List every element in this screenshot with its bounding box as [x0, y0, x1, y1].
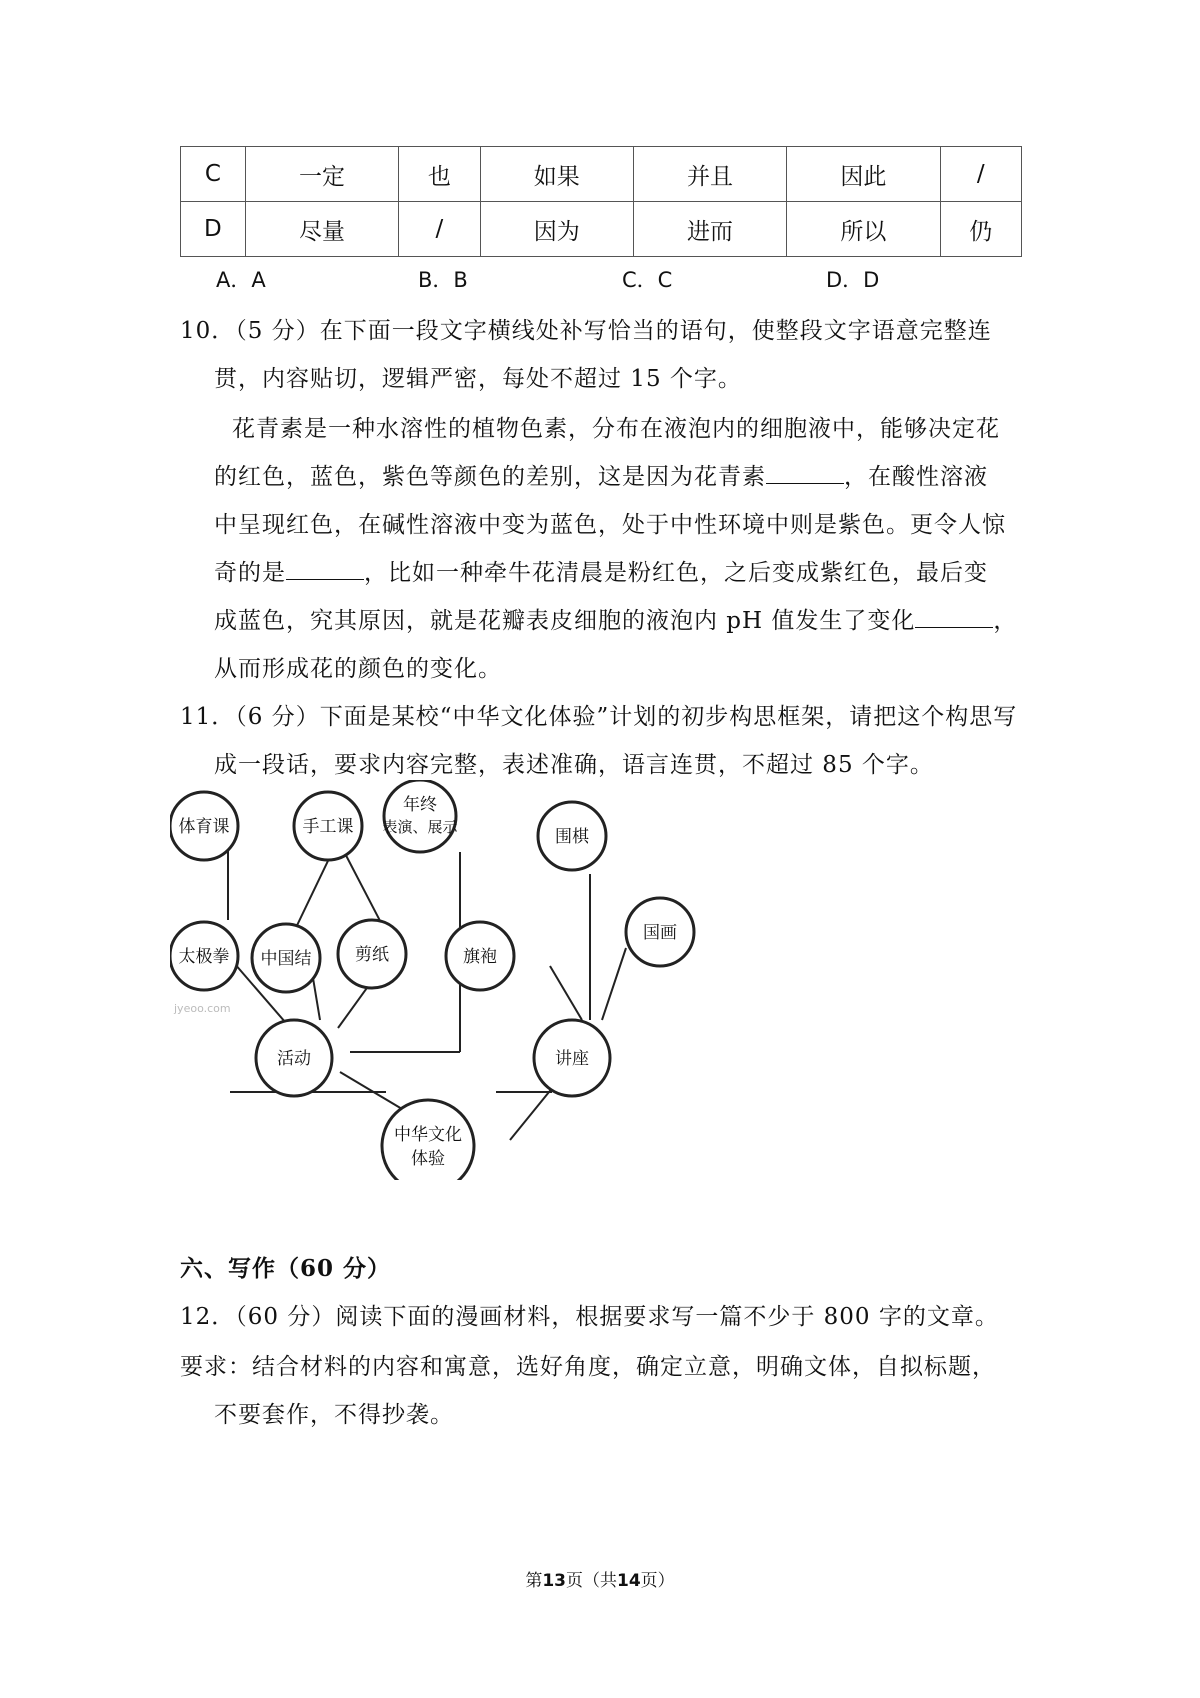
- table-cell: 进而: [633, 202, 786, 257]
- footer-text: 页（共: [566, 1571, 617, 1591]
- table-cell: 因此: [787, 147, 940, 202]
- node-go: 围棋: [555, 827, 589, 847]
- footer-text: 第: [525, 1571, 543, 1591]
- footer-text: 页）: [640, 1571, 675, 1591]
- node-paper: 剪纸: [355, 945, 389, 965]
- choice-c: C．C: [622, 268, 673, 292]
- choice-d: D．D: [826, 268, 880, 292]
- table-row: [181, 202, 1022, 257]
- options-table: [180, 146, 1022, 257]
- choice-a: A．A: [216, 268, 266, 292]
- answer-blank-2[interactable]: [286, 557, 364, 580]
- page-number: 13: [542, 1571, 566, 1591]
- table-cell: 并且: [633, 147, 786, 202]
- table-cell: 尽量: [245, 202, 398, 257]
- passage-text: ，比如一种牵牛花清晨是粉红色，之后变成紫红色，最后变: [364, 560, 988, 586]
- q10-passage-line: 中呈现红色，在碱性溶液中变为蓝色，处于中性环境中则是紫色。更令人惊: [214, 512, 1006, 538]
- node-pe: 体育课: [178, 817, 230, 837]
- q10-passage-line: [214, 554, 988, 587]
- table-cell: 因为: [480, 202, 633, 257]
- passage-text: 的红色，蓝色，紫色等颜色的差别，这是因为花青素: [214, 464, 766, 490]
- q12-requirement-line2: 不要套作，不得抄袭。: [214, 1402, 454, 1428]
- watermark: jyeoo.com: [174, 1002, 231, 1015]
- answer-blank-1[interactable]: [766, 461, 844, 484]
- passage-text: ，在酸性溶液: [844, 464, 988, 490]
- table-cell: /: [399, 202, 480, 257]
- node-knot: 中国结: [260, 949, 312, 969]
- node-root-line2: 体验: [411, 1149, 445, 1169]
- node-activity: 活动: [277, 1049, 311, 1069]
- section-heading: 六、写作（60 分）: [180, 1255, 392, 1282]
- node-taichi: 太极拳: [178, 947, 230, 967]
- q10-stem-line1: 10．（5 分）在下面一段文字横线处补写恰当的语句，使整段文字语意完整连: [180, 318, 992, 344]
- q11-stem-line2: 成一段话，要求内容完整，表述准确，语言连贯，不超过 85 个字。: [214, 752, 934, 778]
- q10-passage-line: 从而形成花的颜色的变化。: [214, 656, 502, 682]
- passage-text: ，: [993, 608, 1018, 634]
- answer-blank-3[interactable]: [915, 605, 993, 628]
- node-show-line2: 表演、展示: [382, 818, 458, 836]
- node-show-line1: 年终: [403, 795, 437, 815]
- table-cell: C: [181, 147, 246, 202]
- concept-diagram: [170, 780, 710, 1180]
- passage-text: 奇的是: [214, 560, 286, 586]
- q12-stem: 12．（60 分）阅读下面的漫画材料，根据要求写一篇不少于 800 字的文章。: [180, 1304, 999, 1330]
- node-craft: 手工课: [302, 817, 354, 837]
- table-cell: /: [940, 147, 1021, 202]
- q10-passage-line: 花青素是一种水溶性的植物色素，分布在液泡内的细胞液中，能够决定花: [232, 416, 1000, 442]
- q10-passage-line: [214, 602, 1017, 635]
- node-qipao: 旗袍: [463, 947, 497, 967]
- q10-passage-line: [214, 458, 988, 491]
- passage-text: 成蓝色，究其原因，就是花瓣表皮细胞的液泡内 pH 值发生了变化: [214, 608, 916, 634]
- table-cell: 所以: [787, 202, 940, 257]
- table-cell: 如果: [480, 147, 633, 202]
- table-row: [181, 147, 1022, 202]
- node-painting: 国画: [643, 923, 677, 943]
- q12-requirement-line1: 要求：结合材料的内容和寓意，选好角度，确定立意，明确文体，自拟标题，: [180, 1354, 996, 1380]
- table-cell: 一定: [245, 147, 398, 202]
- node-lecture: 讲座: [555, 1049, 589, 1069]
- q10-stem-line2: 贯，内容贴切，逻辑严密，每处不超过 15 个字。: [214, 366, 742, 392]
- total-pages: 14: [617, 1571, 641, 1591]
- page-footer: [0, 1566, 1200, 1591]
- node-root-line1: 中华文化: [394, 1125, 462, 1145]
- choice-b: B．B: [418, 268, 468, 292]
- table-cell: 仍: [940, 202, 1021, 257]
- q11-stem-line1: 11．（6 分）下面是某校“中华文化体验”计划的初步构思框架，请把这个构思写: [180, 704, 1018, 730]
- table-cell: 也: [399, 147, 480, 202]
- table-cell: D: [181, 202, 246, 257]
